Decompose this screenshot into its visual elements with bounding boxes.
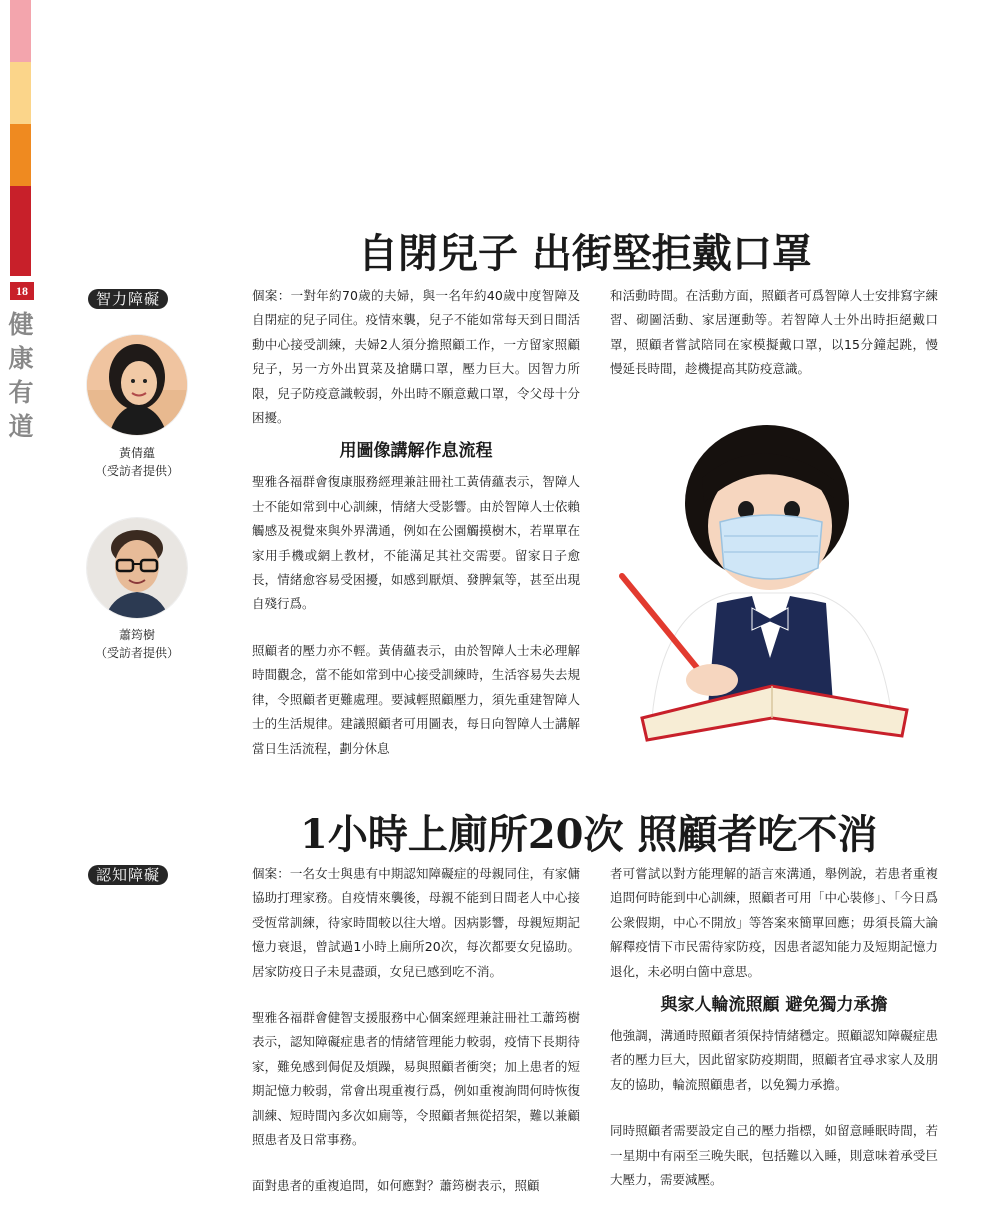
color-bar-pink xyxy=(10,0,31,62)
article2-headline: 1小時上廁所20次 照顧者吃不消 xyxy=(300,811,878,858)
expert2-name: 蕭筠樹 xyxy=(118,628,155,642)
child-with-mask-photo xyxy=(612,418,912,748)
color-bar-orange xyxy=(10,124,31,186)
article2-column1 xyxy=(252,862,580,1199)
paragraph: 聖雅各福群會健智支援服務中心個案經理兼註冊社工蕭筠樹表示，認知障礙症患者的情緒管理能力較弱，疫情下長期待家，難免感到侷促及煩躁，易與照顧者衝突；加上患者的短期記憶力較弱，常會出現重複行爲，例如重複詢問何時恢復訓練、短時間內多次如廁等，令照顧者無從招架，難以兼顧照患者及日常事務。 xyxy=(252,1010,580,1148)
paragraph: 個案：一對年約70歲的夫婦，與一名年約40歲中度智障及自閉症的兒子同住。疫情來襲，兒子不能如常每天到日間活動中心接受訓練，夫婦2人須分擔照顧工作，一方留家照顧兒子，另一方外出買菜及搶購口罩，壓力巨大。因智力所限，兒子防疫意識較弱，外出時不願意戴口罩，令父母十分困擾。 xyxy=(252,288,580,426)
portrait-man-image xyxy=(87,518,187,618)
expert2-credit: （受訪者提供） xyxy=(94,646,179,660)
expert1-name: 黃倩蘊 xyxy=(118,446,155,460)
color-bar-yellow xyxy=(10,62,31,124)
article2-column2 xyxy=(610,862,938,1192)
section-char: 健 xyxy=(8,310,34,339)
avatar-expert2 xyxy=(86,517,188,619)
expert2-caption xyxy=(62,626,212,662)
portrait-woman-image xyxy=(87,335,187,435)
article1-column2 xyxy=(610,284,938,382)
article2-tag: 認知障礙 xyxy=(88,865,168,885)
paragraph: 聖雅各福群會復康服務經理兼註冊社工黃倩蘊表示，智障人士不能如常到中心訓練，情緒大受影響。由於智障人士依賴觸感及視覺來與外界溝通，例如在公園觸摸樹木，若單單在家用手機或網上教材，不能滿足其社交需要。留家日子愈長，情緒愈容易受困擾，如感到厭煩、發脾氣等，甚至出現自殘行爲。 xyxy=(252,474,580,612)
article1-subheading: 用圖像講解作息流程 xyxy=(339,441,493,462)
page-number: 18 xyxy=(10,282,34,300)
expert1-credit: （受訪者提供） xyxy=(94,464,179,478)
paragraph: 個案：一名女士與患有中期認知障礙症的母親同住，有家傭協助打理家務。自疫情來襲後，母親不能到日間老人中心接受恆常訓練，待家時間較以往大增。因病影響，母親短期記憶力衰退，曾試過1小時上廁所20次，每次都要女兒協助。居家防疫日子未見盡頭，女兒已感到吃不消。 xyxy=(252,866,580,979)
expert1-caption xyxy=(62,444,212,480)
section-name xyxy=(8,308,34,444)
article1-headline: 自閉兒子 出街堅拒戴口罩 xyxy=(358,230,812,277)
child-illustration xyxy=(612,418,912,748)
section-char: 道 xyxy=(8,412,34,441)
paragraph: 面對患者的重複追問，如何應對？蕭筠樹表示，照顧 xyxy=(252,1178,540,1194)
paragraph: 他強調，溝通時照顧者須保持情緒穩定。照顧認知障礙症患者的壓力巨大，因此留家防疫期間，照顧者宜尋求家人及朋友的協助，輪流照顧患者，以免獨力承擔。 xyxy=(610,1028,938,1092)
paragraph: 同時照顧者需要設定自己的壓力指標，如留意睡眠時間，若一星期中有兩至三晚失眠，包括難以入睡，則意味着承受巨大壓力，需要減壓。 xyxy=(610,1123,938,1188)
section-char: 康 xyxy=(8,344,34,373)
article1-tag: 智力障礙 xyxy=(88,289,168,309)
article1-column1 xyxy=(252,284,580,761)
paragraph: 者可嘗試以對方能理解的語言來溝通，舉例說，若患者重複追問何時能到中心訓練，照顧者可用「中心裝修」、「今日爲公衆假期，中心不開放」等答案來簡單回應；毋須長篇大論解釋疫情下市民需待家防疫，因患者認知能力及短期記憶力退化，未必明白箇中意思。 xyxy=(610,866,938,979)
paragraph: 和活動時間。在活動方面，照顧者可爲智障人士安排寫字練習、砌圖活動、家居運動等。若智障人士外出時拒絕戴口罩，照顧者嘗試陪同在家模擬戴口罩，以15分鐘起跳，慢慢延長時間，趁機提高其防疫意識。 xyxy=(610,288,938,377)
paragraph: 照顧者的壓力亦不輕。黃倩蘊表示，由於智障人士未必理解時間觀念，當不能如常到中心接受訓練時，生活容易失去規律，令照顧者更難處理。要減輕照顧壓力，須先重建智障人士的生活規律。建議照顧者可用圖表，每日向智障人士講解當日生活流程，劃分休息 xyxy=(252,642,580,756)
article2-subheading: 與家人輪流照顧 避免獨力承擔 xyxy=(660,995,888,1016)
avatar-expert1 xyxy=(86,334,188,436)
section-char: 有 xyxy=(8,378,34,407)
